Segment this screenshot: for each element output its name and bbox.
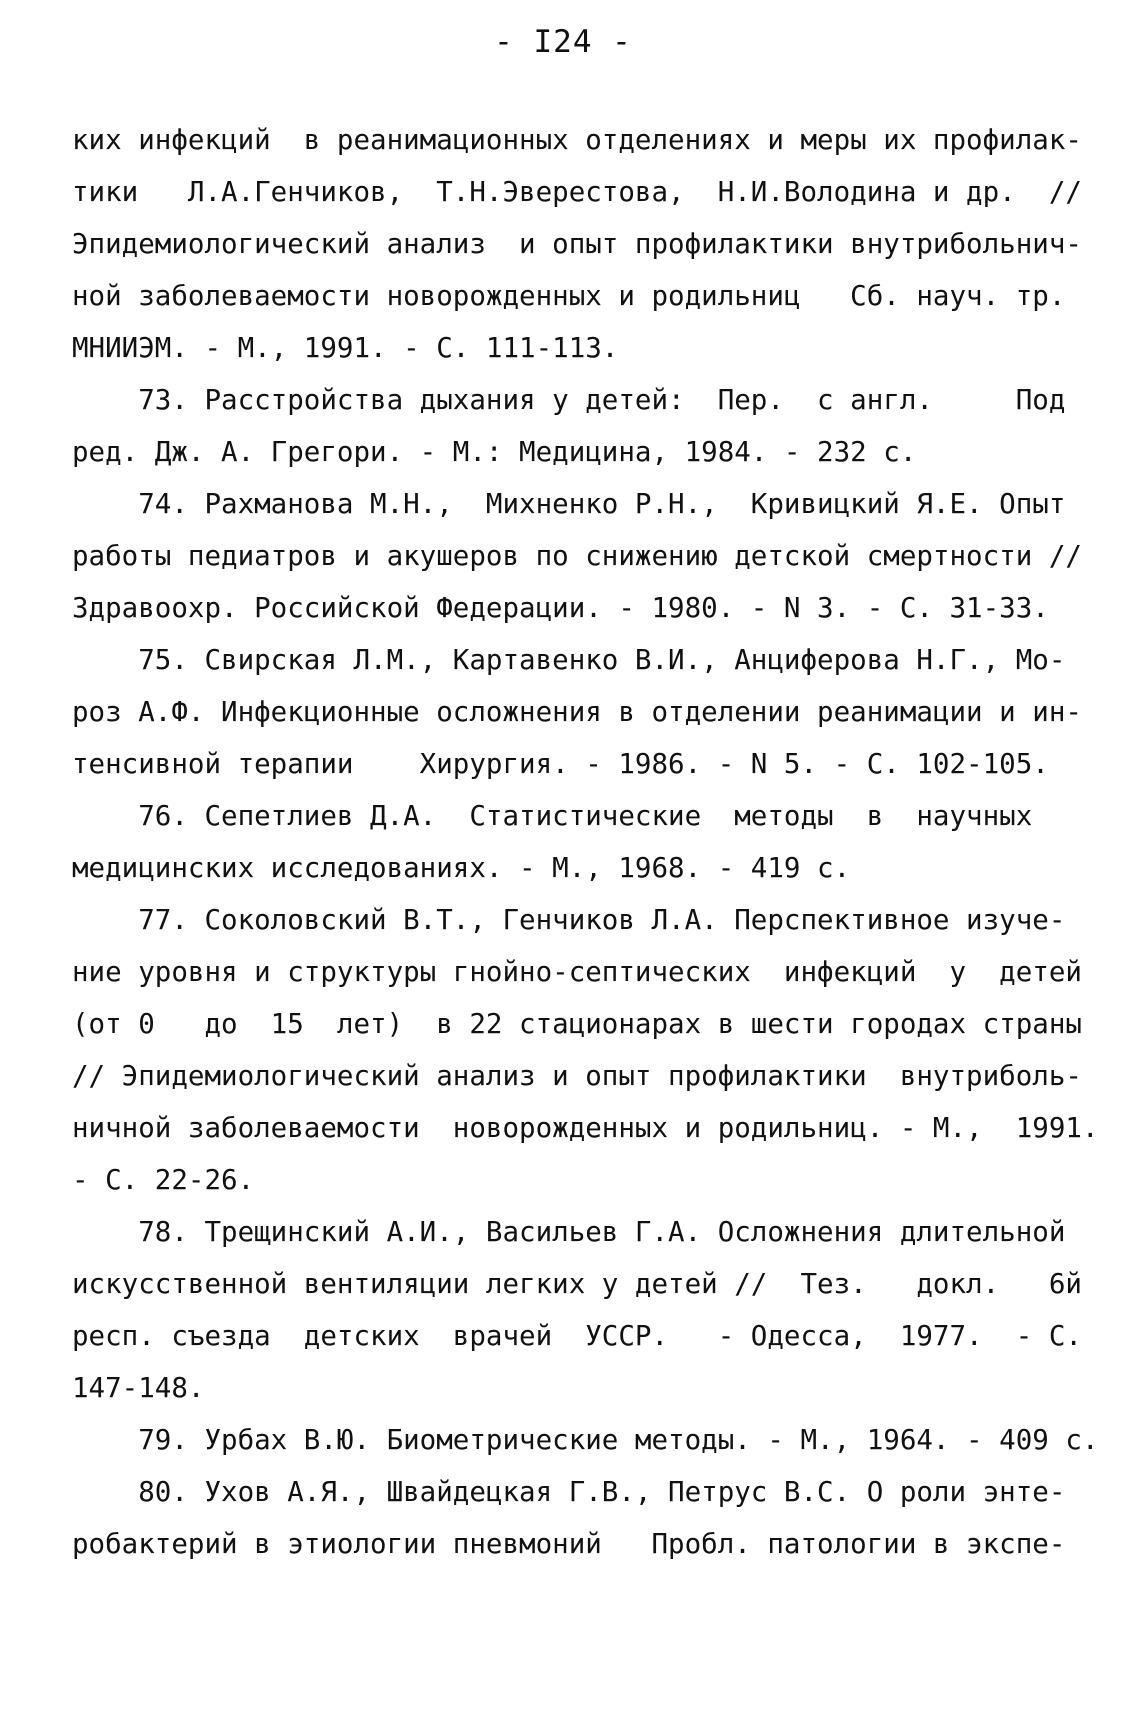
text-line: МНИИЭМ. - М., 1991. - С. 111-113.: [72, 332, 619, 364]
text-line: Здравоохр. Российской Федерации. - 1980. - N 3. - С. 31-33.: [72, 592, 1049, 624]
text-line: ной заболеваемости новорожденных и родильниц Сб. науч. тр.: [72, 280, 1066, 312]
text-line: 73. Расстройства дыхания у детей: Пер. с англ. Под: [72, 384, 1066, 416]
text-line: 74. Рахманова М.Н., Михненко Р.Н., Кривицкий Я.Е. Опыт: [72, 488, 1066, 520]
text-line: 75. Свирская Л.М., Картавенко В.И., Анциферова Н.Г., Мо-: [72, 644, 1066, 676]
text-line: - С. 22-26.: [72, 1164, 255, 1196]
text-line: медицинских исследованиях. - М., 1968. - 419 с.: [72, 852, 851, 884]
text-line: роз А.Ф. Инфекционные осложнения в отделении реанимации и ин-: [72, 696, 1082, 728]
text-line: ние уровня и структуры гнойно-септических инфекций у детей: [72, 956, 1082, 988]
text-line: тики Л.А.Генчиков, Т.Н.Эверестова, Н.И.Володина и др. //: [72, 176, 1082, 208]
text-line: ких инфекций в реанимационных отделениях и меры их профилак-: [72, 124, 1082, 156]
text-line: (от 0 до 15 лет) в 22 стационарах в шести городах страны: [72, 1008, 1082, 1040]
text-line: 78. Трещинский А.И., Васильев Г.А. Осложнения длительной: [72, 1216, 1066, 1248]
text-line: 147-148.: [72, 1372, 205, 1404]
page-number: - I24 -: [494, 24, 632, 60]
text-line: ред. Дж. А. Грегори. - М.: Медицина, 1984. - 232 с.: [72, 436, 917, 468]
text-line: тенсивной терапии Хирургия. - 1986. - N 5. - С. 102-105.: [72, 748, 1049, 780]
text-line: 79. Урбах В.Ю. Биометрические методы. - М., 1964. - 409 с.: [72, 1424, 1099, 1456]
text-line: респ. съезда детских врачей УССР. - Одесса, 1977. - С.: [72, 1320, 1082, 1352]
text-line: 77. Соколовский В.Т., Генчиков Л.А. Перспективное изуче-: [72, 904, 1066, 936]
text-line: Эпидемиологический анализ и опыт профилактики внутрибольнич-: [72, 228, 1082, 260]
text-line: // Эпидемиологический анализ и опыт профилактики внутриболь-: [72, 1060, 1082, 1092]
text-line: искусственной вентиляции легких у детей // Тез. докл. 6й: [72, 1268, 1082, 1300]
text-line: 80. Ухов А.Я., Швайдецкая Г.В., Петрус В.С. О роли энте-: [72, 1476, 1066, 1508]
text-line: работы педиатров и акушеров по снижению детской смертности //: [72, 540, 1082, 572]
text-line: 76. Сепетлиев Д.А. Статистические методы в научных: [72, 800, 1033, 832]
text-line: ничной заболеваемости новорожденных и родильниц. - М., 1991.: [72, 1112, 1099, 1144]
text-line: робактерий в этиологии пневмоний Пробл. патологии в экспе-: [72, 1528, 1066, 1560]
